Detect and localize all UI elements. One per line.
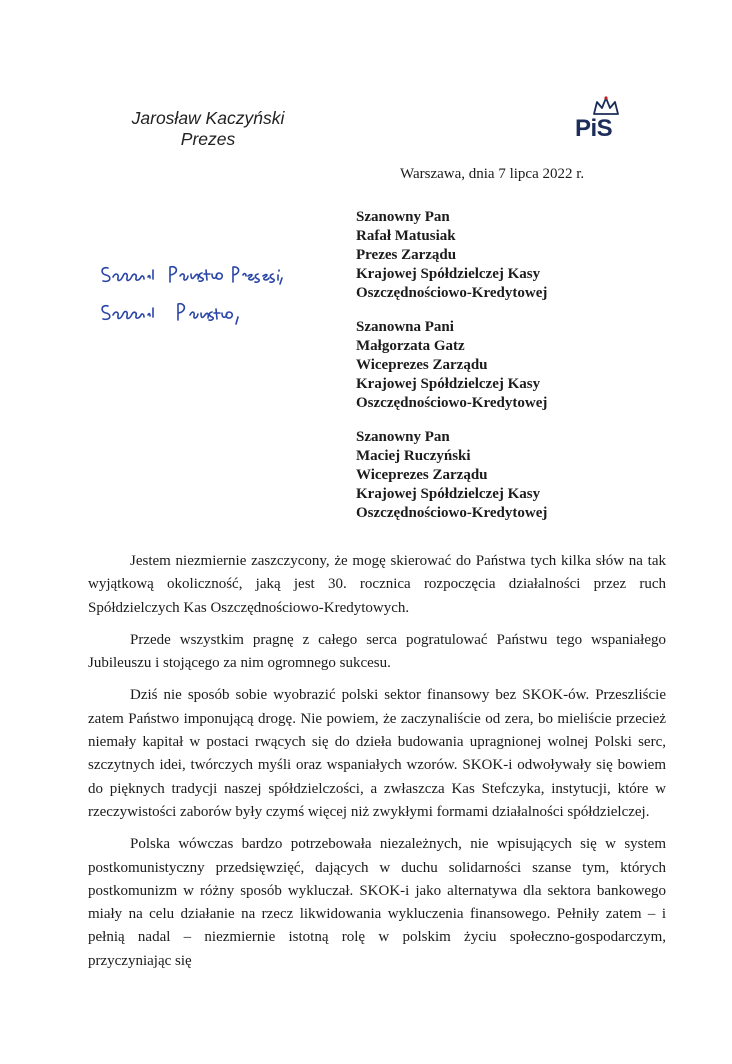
recipient-line: Szanowny Pan — [356, 429, 450, 445]
sender-block — [118, 108, 298, 150]
recipient-block — [356, 318, 547, 413]
letter-body — [88, 550, 666, 982]
recipient-line: Wiceprezes Zarządu — [356, 467, 488, 483]
recipient-line: Oszczędnościowo-Kredytowej — [356, 505, 548, 521]
recipient-line: Rafał Matusiak — [356, 228, 456, 244]
recipient-line: Prezes Zarządu — [356, 247, 457, 263]
paragraph: Dziś nie sposób sobie wyobrazić polski sektor finansowy bez SKOK-ów. Przeszliście zatem Państwo imponującą drogę. Nie powiem, że zaczynaliście od zera, bo mieliście przecież niemały kapitał w postaci rwących się do dzieła budowania upragnionej wolnej Polski serc, szczytnych idei, twórczych myśli oraz wspaniałych wzorów. SKOK-i odwoływały się bowiem do pięknych tradycji naszej spółdzielczości, a zwłaszcza Kas Stefczyka, instytucji, które w rzeczywistości zaborów były czymś więcej niż zwykłymi formami działalności spółdzielczej. — [88, 687, 666, 820]
sender-name: Jarosław Kaczyński — [131, 108, 285, 128]
recipient-block — [356, 428, 547, 523]
party-logo — [570, 95, 630, 151]
recipient-line: Szanowny Pan — [356, 209, 450, 225]
recipient-line: Oszczędnościowo-Kredytowej — [356, 395, 548, 411]
recipient-line: Małgorzata Gatz — [356, 338, 465, 354]
recipient-line: Krajowej Spółdzielczej Kasy — [356, 486, 541, 502]
recipient-line: Krajowej Spółdzielczej Kasy — [356, 376, 541, 392]
recipients — [356, 208, 547, 538]
place-date: Warszawa, dnia 7 lipca 2022 r. — [400, 166, 585, 182]
recipient-line: Wiceprezes Zarządu — [356, 357, 488, 373]
logo-text: PiS — [575, 115, 613, 142]
handwritten-greeting — [98, 264, 298, 336]
sender-title: Prezes — [180, 129, 236, 149]
recipient-line: Szanowna Pani — [356, 319, 454, 335]
crown-icon — [592, 95, 620, 117]
recipient-line: Maciej Ruczyński — [356, 448, 471, 464]
recipient-line: Oszczędnościowo-Kredytowej — [356, 285, 548, 301]
recipient-block — [356, 208, 547, 303]
recipient-line: Krajowej Spółdzielczej Kasy — [356, 266, 541, 282]
paragraph: Polska wówczas bardzo potrzebowała niezależnych, nie wpisujących się w system postkomunistyczny przedsięwzięć, dających w duchu solidarności szanse tym, których postkomunizm w różny sposób wykluczał. SKOK-i jako alternatywa dla sektora bankowego miały na celu działanie na rzecz likwidowania wykluczenia finansowego. Pełniły zatem – i pełnią nadal – niezmiernie istotną rolę w polskim życiu społeczno-gospodarczym, przyczyniając się — [88, 836, 666, 969]
paragraph: Przede wszystkim pragnę z całego serca pogratulować Państwu tego wspaniałego Jubileuszu i stojącego za nim ogromnego sukcesu. — [88, 631, 666, 672]
paragraph: Jestem niezmiernie zaszczycony, że mogę skierować do Państwa tych kilka słów na tak wyjątkową okoliczność, jaką jest 30. rocznica rozpoczęcia działalności przez ruch Spółdzielczych Kas Oszczędnościowo-Kredytowych. — [88, 553, 666, 616]
